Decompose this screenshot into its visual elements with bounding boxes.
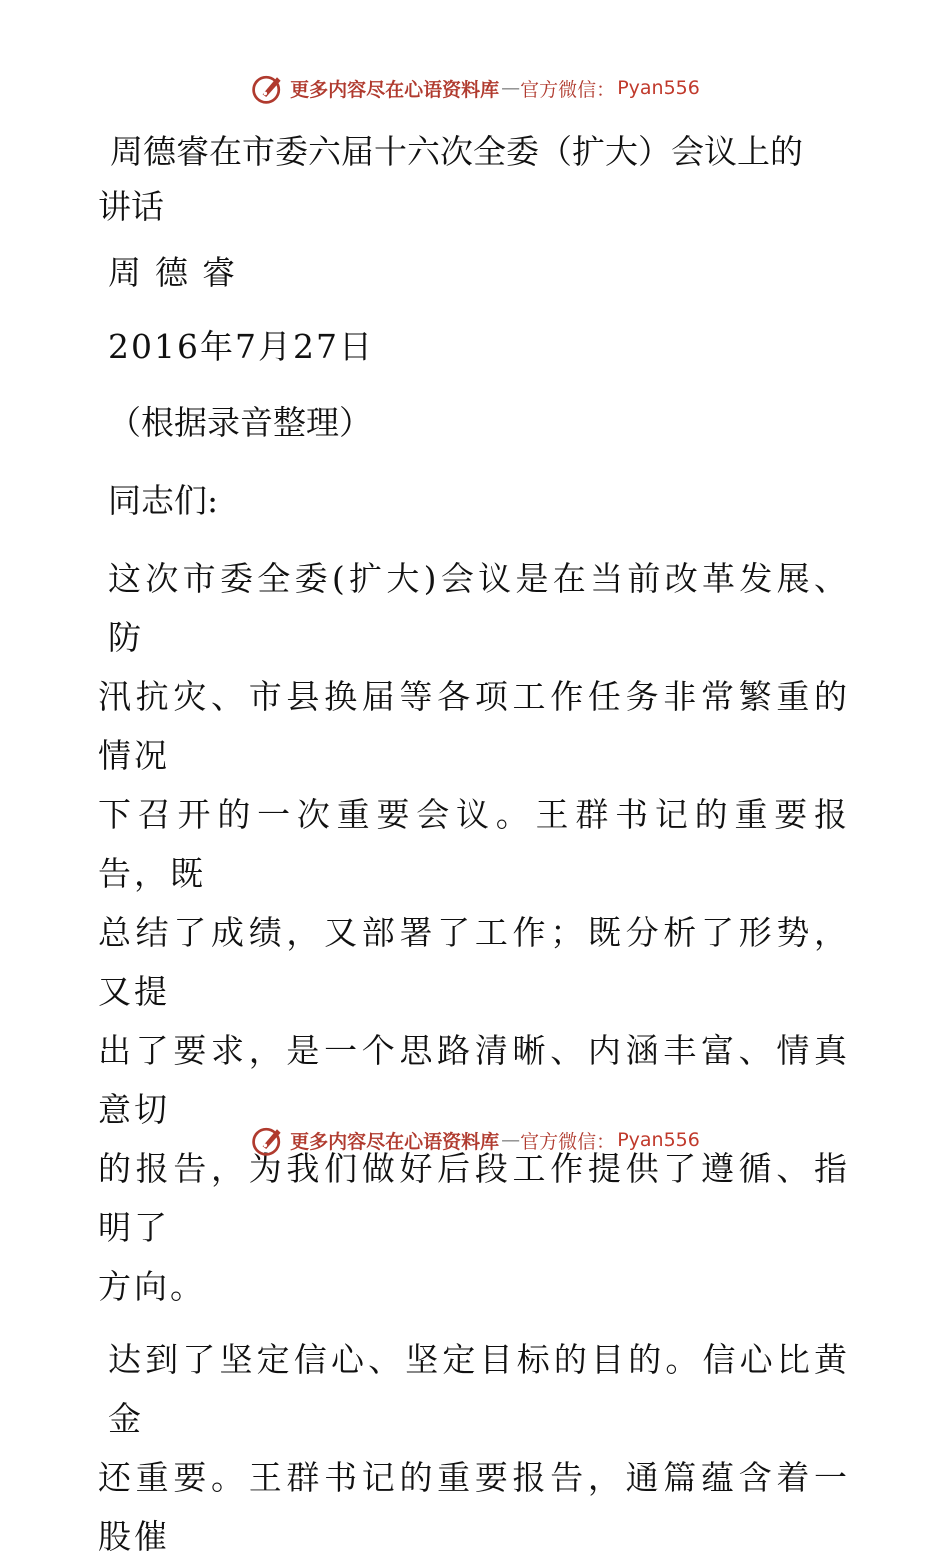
banner-wechat-id: Pyan556 — [617, 77, 700, 99]
document-body — [98, 124, 850, 1566]
paragraph-line: 下召开的一次重要会议。王群书记的重要报告，既 — [98, 795, 850, 893]
banner-wechat-id: Pyan556 — [617, 1129, 700, 1151]
author-name: 周德睿 — [108, 253, 249, 292]
greeting: 同志们: — [108, 481, 219, 520]
pen-logo-icon — [250, 70, 286, 106]
banner-main-text: 更多内容尽在心语资料库 — [290, 1130, 500, 1153]
footer-watermark-banner — [0, 1122, 950, 1158]
pen-logo-icon — [250, 1122, 286, 1158]
paragraph-2 — [98, 1330, 850, 1566]
paragraph-line: 还重要。王群书记的重要报告，通篇蕴含着一股催 — [98, 1458, 850, 1556]
paragraph-line: 方向。 — [98, 1267, 206, 1306]
paragraph-line: 出了要求，是一个思路清晰、内涵丰富、情真意切 — [98, 1031, 850, 1129]
paragraph-line: 达到了坚定信心、坚定目标的目的。信心比黄金 — [108, 1340, 850, 1438]
title-line-1: 周德睿在市委六届十六次全委（扩大）会议上的 — [110, 132, 803, 171]
speech-date: 2016年7月27日 — [108, 327, 374, 366]
banner-wechat-label: 官方微信： — [520, 1130, 616, 1153]
banner-wechat-label: 官方微信： — [520, 78, 616, 101]
banner-main-text: 更多内容尽在心语资料库 — [290, 78, 500, 101]
title-line-2: 讲话 — [98, 187, 164, 226]
banner-separator: — — [501, 77, 521, 99]
transcription-note: （根据录音整理） — [108, 403, 372, 442]
paragraph-line: 汛抗灾、市县换届等各项工作任务非常繁重的情况 — [98, 677, 850, 775]
paragraph-line: 的报告，为我们做好后段工作提供了遵循、指明了 — [98, 1149, 850, 1247]
paragraph-1 — [98, 549, 850, 1316]
document-title — [98, 124, 850, 234]
paragraph-line: 这次市委全委(扩大)会议是在当前改革发展、防 — [108, 559, 850, 657]
header-watermark-banner — [0, 70, 950, 106]
paragraph-line: 总结了成绩，又部署了工作；既分析了形势，又提 — [98, 913, 850, 1011]
banner-separator: — — [501, 1129, 521, 1151]
